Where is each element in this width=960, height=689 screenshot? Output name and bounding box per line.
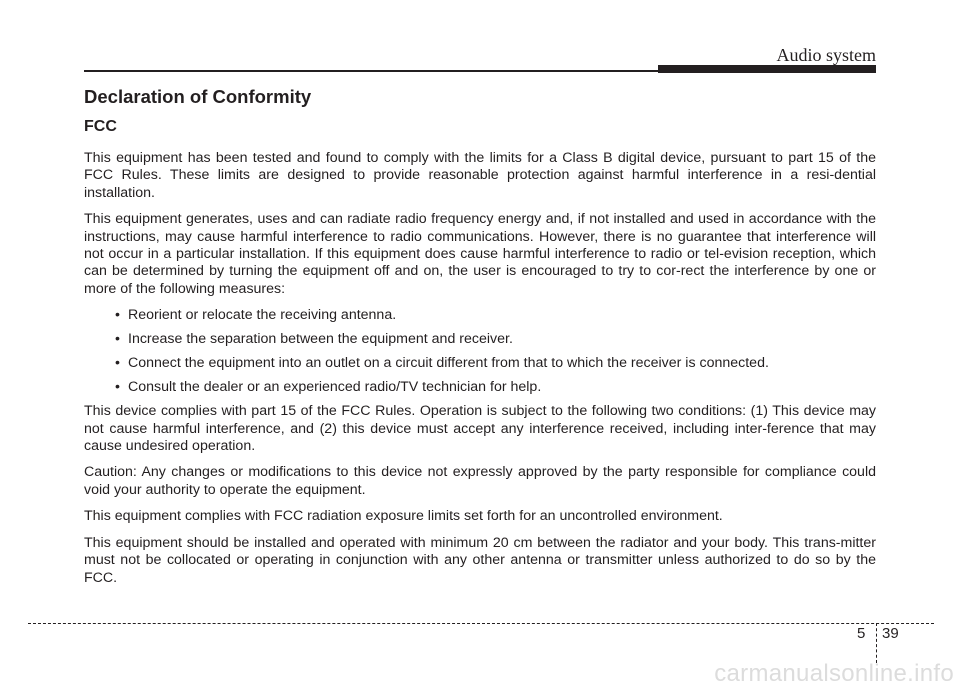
section-title: Audio system	[776, 45, 876, 65]
section-number: 5	[857, 625, 866, 642]
paragraph-interference: This equipment generates, uses and can radiate radio frequency energy and, if not installed and used in accordance with the instructions, may cause harmful interference to radio communications. However, there is no guarantee that interference will not occur in a particular installation. If this equipment does cause harmful interference to radio or tel-evision reception, which can be determined by turning the equipment off and on, the user is encouraged to try to cor-rect the interference by one or more of the following measures:	[84, 211, 876, 297]
bullet-icon: •	[115, 331, 120, 348]
page-content	[84, 86, 876, 596]
watermark-logo: carmanualsonline.info	[714, 660, 954, 687]
list-item-text: Reorient or relocate the receiving antenna.	[128, 307, 397, 324]
paragraph-part15: This device complies with part 15 of the FCC Rules. Operation is subject to the following two conditions: (1) This device may not cause harmful interference, and (2) this device must accept any interference received, including inter-ference that may cause undesired operation.	[84, 403, 876, 455]
bullet-icon: •	[115, 355, 120, 372]
list-item-text: Connect the equipment into an outlet on a circuit different from that to which the receiver is connected.	[128, 355, 769, 372]
paragraph-installation: This equipment should be installed and operated with minimum 20 cm between the radiator and your body. This trans-mitter must not be collocated or operating in conjunction with any other antenna or transmitter unless authorized to do so by the FCC.	[84, 534, 876, 586]
list-item	[84, 307, 876, 324]
bullet-icon: •	[115, 379, 120, 396]
paragraph-exposure: This equipment complies with FCC radiation exposure limits set forth for an uncontrolled environment.	[84, 508, 723, 525]
list-item-text: Increase the separation between the equipment and receiver.	[128, 331, 513, 348]
list-item	[84, 331, 876, 348]
paragraph-caution: Caution: Any changes or modifications to this device not expressly approved by the party responsible for compliance could void your authority to operate the equipment.	[84, 464, 876, 498]
list-item	[84, 379, 876, 396]
footer-divider	[28, 623, 934, 624]
page-number: 39	[882, 625, 899, 642]
page-number-separator	[876, 623, 877, 663]
measures-list	[84, 307, 876, 396]
paragraph-class-b: This equipment has been tested and found to comply with the limits for a Class B digital device, pursuant to part 15 of the FCC Rules. These limits are designed to provide reasonable protection against harmful interference in a resi-dential installation.	[84, 150, 876, 201]
bullet-icon: •	[115, 307, 120, 324]
header-divider-thin	[84, 70, 662, 72]
page-subheading: FCC	[84, 118, 117, 135]
list-item	[84, 355, 876, 372]
header-divider-thick	[658, 65, 876, 73]
page-heading: Declaration of Conformity	[84, 86, 312, 107]
list-item-text: Consult the dealer or an experienced radio/TV technician for help.	[128, 379, 542, 396]
